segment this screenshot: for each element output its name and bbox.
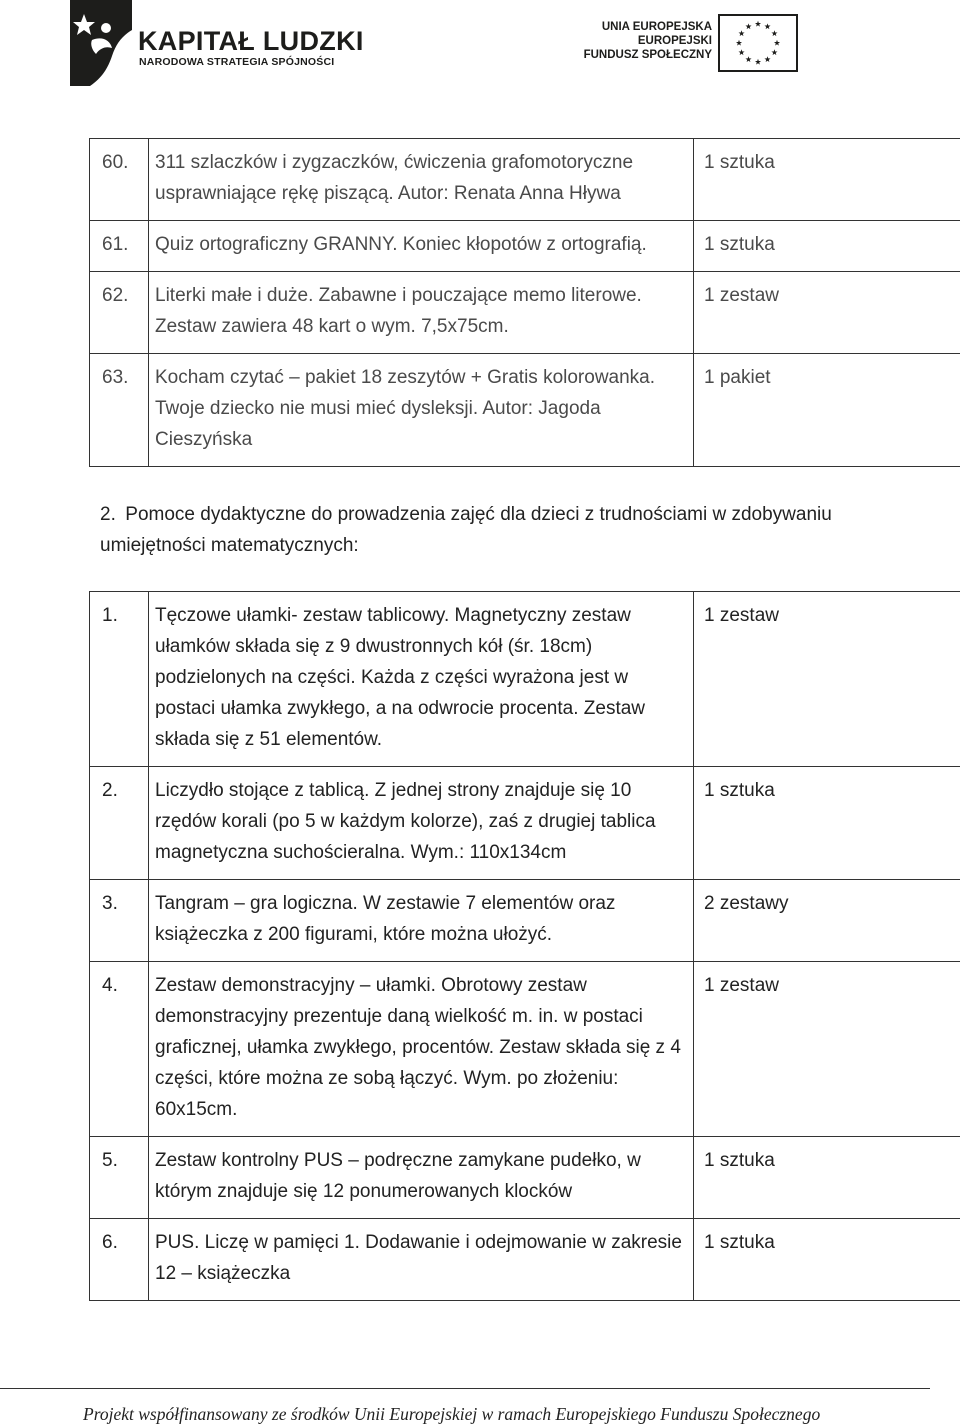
row-quantity: 1 pakiet bbox=[694, 354, 960, 467]
row-description: Tangram – gra logiczna. W zestawie 7 elementów oraz książeczka z 200 figurami, które można ułożyć. bbox=[149, 880, 694, 962]
section-number: 2. bbox=[100, 504, 116, 525]
eu-logo-line3: FUNDUSZ SPOŁECZNY bbox=[583, 49, 712, 61]
row-quantity: 1 sztuka bbox=[694, 1219, 960, 1301]
footer-text: Projekt współfinansowany ze środków Unii Europejskiej w ramach Europejskiego Funduszu Społecznego bbox=[83, 1404, 821, 1424]
row-number: 60. bbox=[90, 139, 149, 221]
eu-logo-line2: EUROPEJSKI bbox=[637, 35, 712, 47]
row-description: 311 szlaczków i zygzaczków, ćwiczenia grafomotoryczne usprawniające rękę piszącą. Autor: Renata Anna Hływa bbox=[149, 139, 694, 221]
row-number: 2. bbox=[90, 767, 149, 880]
eu-logo bbox=[583, 14, 798, 74]
table-row bbox=[90, 1137, 960, 1219]
row-description: Zestaw kontrolny PUS – podręczne zamykane pudełko, w którym znajduje się 12 ponumerowanych klocków bbox=[149, 1137, 694, 1219]
row-number: 5. bbox=[90, 1137, 149, 1219]
table-row bbox=[90, 592, 960, 767]
row-description: PUS. Liczę w pamięci 1. Dodawanie i odejmowanie w zakresie 12 – książeczka bbox=[149, 1219, 694, 1301]
table-row bbox=[90, 1219, 960, 1301]
table-row bbox=[90, 880, 960, 962]
row-description: Tęczowe ułamki- zestaw tablicowy. Magnetyczny zestaw ułamków składa się z 9 dwustronnych kół (śr. 18cm) podzielonych na części. Każda z części wyrażona jest w postaci ułamka zwykłego, a na odwrocie procenta. Zestaw składa się z 51 elementów. bbox=[149, 592, 694, 767]
footer-divider bbox=[0, 1388, 930, 1389]
logo-title: KAPITAŁ LUDZKI bbox=[138, 26, 364, 56]
row-number: 62. bbox=[90, 272, 149, 354]
logo-subtitle: NARODOWA STRATEGIA SPÓJNOŚCI bbox=[139, 56, 335, 68]
row-quantity: 1 zestaw bbox=[694, 272, 960, 354]
table-row bbox=[90, 962, 960, 1137]
row-description: Quiz ortograficzny GRANNY. Koniec kłopotów z ortografią. bbox=[149, 221, 694, 272]
row-quantity: 1 sztuka bbox=[694, 221, 960, 272]
table-row bbox=[90, 272, 960, 354]
kapital-ludzki-logo bbox=[62, 0, 364, 88]
eu-logo-text bbox=[584, 20, 712, 62]
items-table-1 bbox=[89, 138, 960, 467]
items-table-2 bbox=[89, 591, 960, 1301]
row-number: 1. bbox=[90, 592, 149, 767]
row-description: Literki małe i duże. Zabawne i pouczające memo literowe. Zestaw zawiera 48 kart o wym. 7,5x75cm. bbox=[149, 272, 694, 354]
row-quantity: 1 sztuka bbox=[694, 1137, 960, 1219]
row-quantity: 1 sztuka bbox=[694, 139, 960, 221]
kapital-ludzki-logo-icon bbox=[62, 0, 132, 86]
section-title: Pomoce dydaktyczne do prowadzenia zajęć dla dzieci z trudnościami w zdobywaniu umiejętności matematycznych: bbox=[100, 504, 832, 556]
row-number: 4. bbox=[90, 962, 149, 1137]
table-row bbox=[90, 354, 960, 467]
table-row bbox=[90, 139, 960, 221]
row-quantity: 2 zestawy bbox=[694, 880, 960, 962]
table-row bbox=[90, 767, 960, 880]
row-description: Liczydło stojące z tablicą. Z jednej strony znajduje się 10 rzędów korali (po 5 w każdym kolorze), zaś z drugiej tablica magnetyczna suchościeralna. Wym.: 110x134cm bbox=[149, 767, 694, 880]
row-description: Zestaw demonstracyjny – ułamki. Obrotowy zestaw demonstracyjny prezentuje daną wielkość m. in. w postaci graficznej, ułamka zwykłego, procentów. Zestaw składa się z 4 części, które można ze sobą łączyć. Wym. po złożeniu: 60x15cm. bbox=[149, 962, 694, 1137]
row-description: Kocham czytać – pakiet 18 zeszytów + Gratis kolorowanka. Twoje dziecko nie musi mieć dysleksji. Autor: Jagoda Cieszyńska bbox=[149, 354, 694, 467]
row-number: 3. bbox=[90, 880, 149, 962]
eu-logo-line1: UNIA EUROPEJSKA bbox=[601, 21, 712, 33]
row-number: 6. bbox=[90, 1219, 149, 1301]
table-row bbox=[90, 221, 960, 272]
eu-flag-icon bbox=[718, 14, 798, 72]
row-quantity: 1 zestaw bbox=[694, 962, 960, 1137]
section-heading bbox=[100, 499, 880, 561]
row-quantity: 1 zestaw bbox=[694, 592, 960, 767]
row-number: 61. bbox=[90, 221, 149, 272]
row-quantity: 1 sztuka bbox=[694, 767, 960, 880]
row-number: 63. bbox=[90, 354, 149, 467]
